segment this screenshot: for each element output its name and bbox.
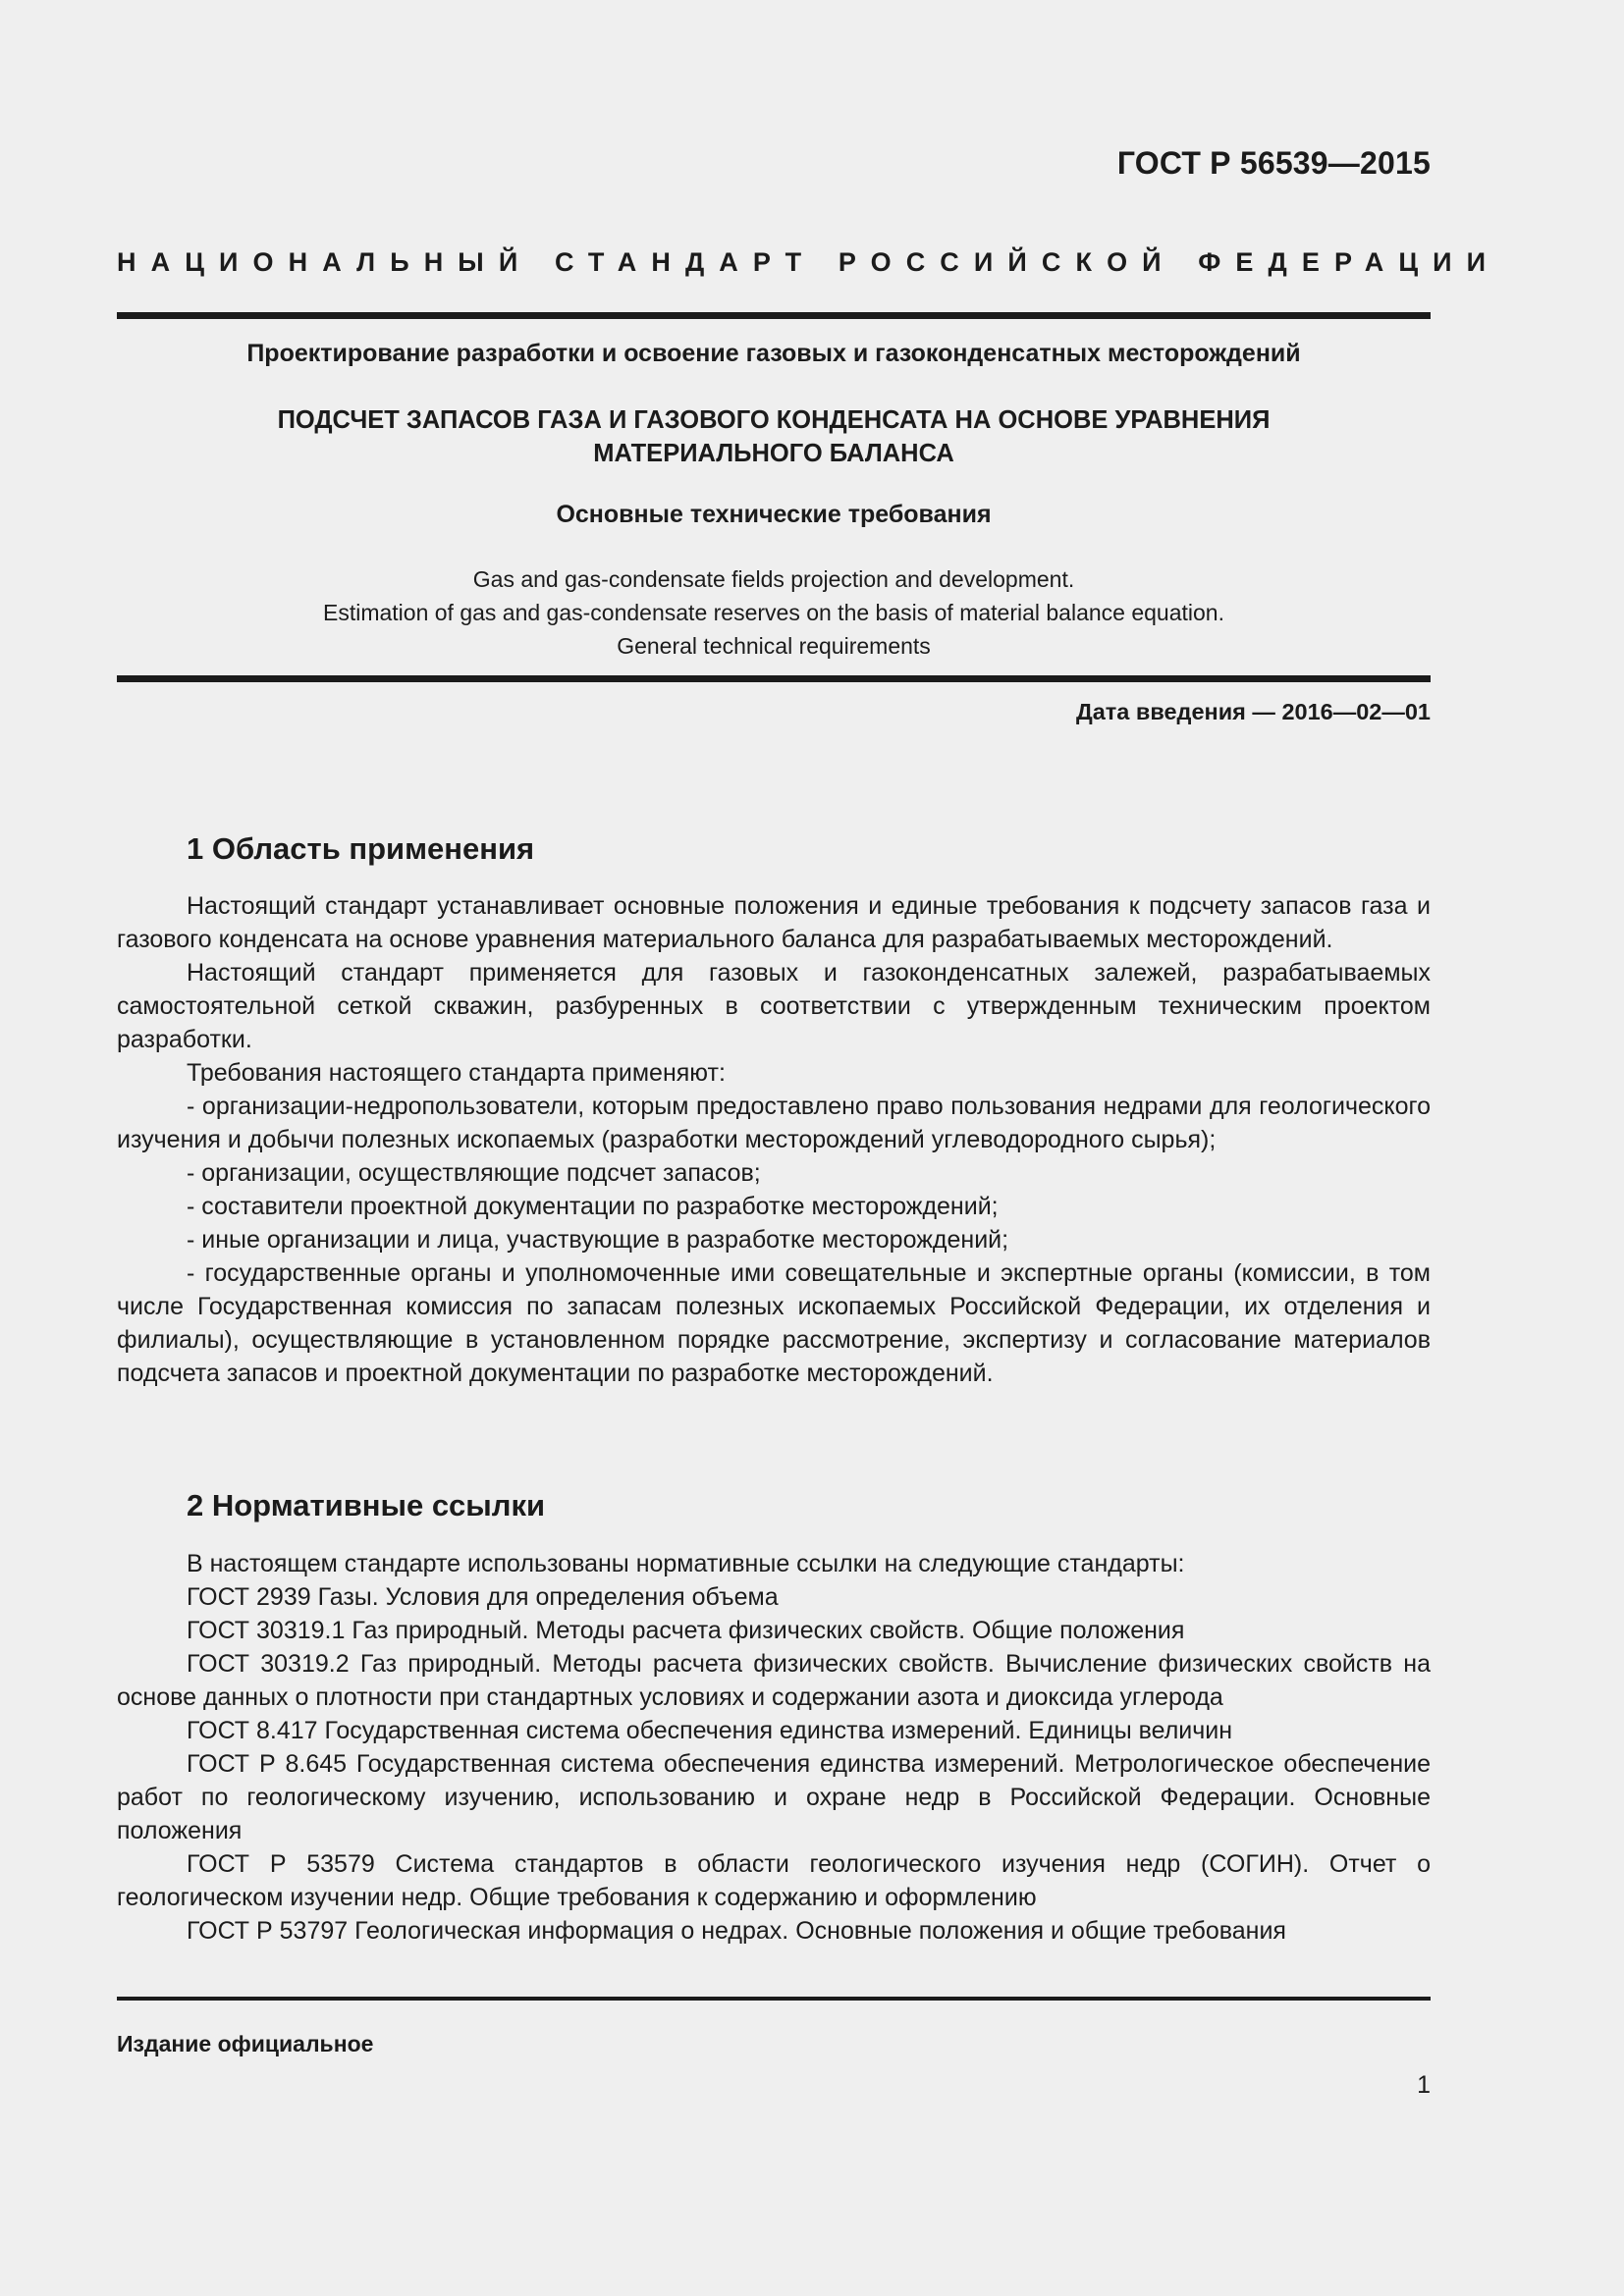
reference-paragraph: В настоящем стандарте использованы нормативные ссылки на следующие стандарты: [187, 1550, 1185, 1577]
reference-item: ГОСТ 30319.2 Газ природный. Методы расчета физических свойств. Вычисление физических свойств на основе данных о плотности при стандартных условиях и содержании азота и диоксида углерода [117, 1650, 1431, 1711]
footer-rule [117, 1997, 1431, 2001]
document-title [117, 403, 1431, 470]
document-page [117, 0, 1501, 2296]
official-edition-label: Издание официальное [117, 2031, 374, 2056]
series-title: Проектирование разработки и освоение газовых и газоконденсатных месторождений [246, 340, 1301, 367]
reference-item: ГОСТ Р 53797 Геологическая информация о недрах. Основные положения и общие требования [187, 1917, 1286, 1945]
page-number: 1 [1417, 2071, 1431, 2099]
document-subtitle: Основные технические требования [556, 501, 992, 528]
section1-list-item: - иные организации и лица, участвующие в разработке месторождений; [187, 1226, 1009, 1254]
top-rule [117, 312, 1431, 319]
english-title-line3: General technical requirements [617, 633, 931, 659]
english-title [117, 562, 1431, 663]
reference-item: ГОСТ 30319.1 Газ природный. Методы расчета физических свойств. Общие положения [187, 1617, 1185, 1644]
english-title-line1: Gas and gas-condensate fields projection and development. [472, 566, 1075, 592]
section1-paragraph: Требования настоящего стандарта применяют: [187, 1059, 726, 1087]
section1-heading: 1 Область применения [187, 831, 535, 866]
section1-list-item: - составители проектной документации по разработке месторождений; [187, 1193, 999, 1220]
standard-number: ГОСТ Р 56539—2015 [1116, 145, 1431, 181]
section1-paragraph: Настоящий стандарт применяется для газовых и газоконденсатных залежей, разрабатываемых самостоятельной сеткой скважин, разбуренных в соответствии с утвержденным техническим проектом разработки. [117, 959, 1431, 1053]
title-bottom-rule [117, 675, 1431, 682]
reference-item: ГОСТ Р 8.645 Государственная система обеспечения единства измерений. Метрологическое обеспечение работ по геологическому изучению, использованию и охране недр в Российской Федерации. Основные положения [117, 1750, 1431, 1844]
section1-list-item: - организации, осуществляющие подсчет запасов; [187, 1159, 761, 1187]
section1-body [117, 889, 1431, 1390]
introduction-date: Дата введения — 2016—02—01 [1075, 699, 1431, 724]
english-title-line2: Estimation of gas and gas-condensate reserves on the basis of material balance equation. [322, 600, 1224, 625]
national-standard-banner: НАЦИОНАЛЬНЫЙ СТАНДАРТ РОССИЙСКОЙ ФЕДЕРАЦИИ [117, 247, 1501, 277]
section2-body [117, 1547, 1431, 1948]
reference-item: ГОСТ 2939 Газы. Условия для определения объема [187, 1583, 779, 1611]
section1-list-item: - организации-недропользователи, которым предоставлено право пользования недрами для геологического изучения и добычи полезных ископаемых (разработки месторождений углеводородного сырья); [117, 1093, 1431, 1153]
section1-paragraph: Настоящий стандарт устанавливает основные положения и единые требования к подсчету запасов газа и газового конденсата на основе уравнения материального баланса для разрабатываемых месторождений. [117, 892, 1431, 953]
document-title-line1: ПОДСЧЕТ ЗАПАСОВ ГАЗА И ГАЗОВОГО КОНДЕНСАТА НА ОСНОВЕ УРАВНЕНИЯ [277, 406, 1271, 434]
reference-item: ГОСТ Р 53579 Система стандартов в области геологического изучения недр (СОГИН). Отчет о геологическом изучении недр. Общие требования к содержанию и оформлению [117, 1850, 1431, 1911]
section1-list-item: - государственные органы и уполномоченные ими совещательные и экспертные органы (комиссии, в том числе Государственная комиссия по запасам полезных ископаемых Российской Федерации, их отделения и филиалы), осуществляющие в установленном порядке рассмотрение, экспертизу и согласование материалов подсчета запасов и проектной документации по разработке месторождений. [117, 1259, 1431, 1387]
reference-item: ГОСТ 8.417 Государственная система обеспечения единства измерений. Единицы величин [187, 1717, 1233, 1744]
section2-heading: 2 Нормативные ссылки [187, 1488, 546, 1522]
document-title-line2: МАТЕРИАЛЬНОГО БАЛАНСА [593, 440, 954, 467]
